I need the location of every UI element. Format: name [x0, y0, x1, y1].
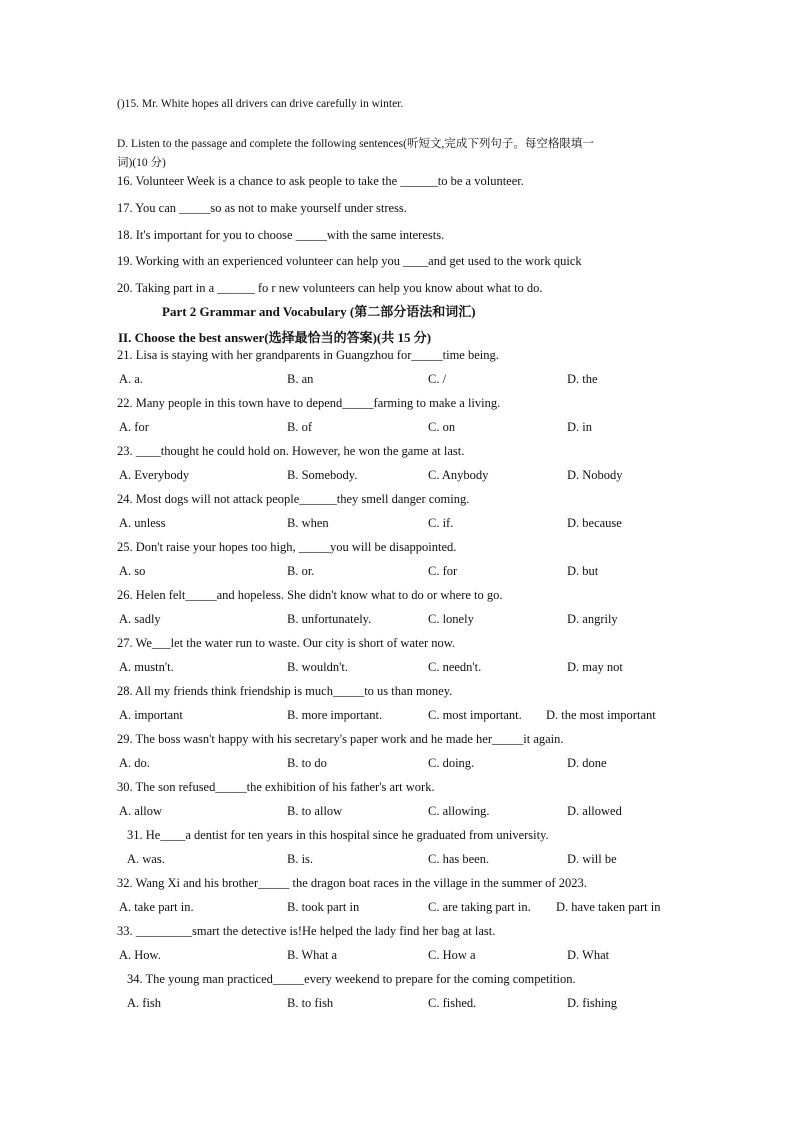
answer-option: B. to fish: [287, 996, 334, 1010]
answer-options: [0, 756, 794, 772]
answer-option: A. a.: [119, 372, 143, 386]
answer-options: [0, 468, 794, 484]
answer-option: C. Anybody: [428, 468, 489, 482]
answer-option: D. will be: [567, 852, 617, 866]
answer-option: C. most important.: [428, 708, 522, 722]
answer-options: [0, 852, 794, 868]
answer-option: D. Nobody: [567, 468, 623, 482]
answer-option: A. mustn't.: [119, 660, 174, 674]
answer-option: D. allowed: [567, 804, 622, 818]
answer-options: [0, 516, 794, 532]
answer-option: C. needn't.: [428, 660, 482, 674]
answer-options: [0, 900, 794, 916]
question-stem: 32. Wang Xi and his brother_____ the dragon boat races in the village in the summer of 2023.: [117, 876, 587, 890]
answer-options: [0, 564, 794, 580]
answer-option: A. allow: [119, 804, 163, 818]
question-stem: 22. Many people in this town have to depend_____farming to make a living.: [117, 396, 501, 410]
answer-option: B. is.: [287, 852, 314, 866]
answer-option: C. doing.: [428, 756, 475, 770]
answer-option: B. of: [287, 420, 312, 434]
answer-option: B. took part in: [287, 900, 360, 914]
answer-option: D. the most important: [546, 708, 656, 722]
answer-option: C. are taking part in.: [428, 900, 531, 914]
answer-option: C. has been.: [428, 852, 490, 866]
section-d-points: 词)(10 分): [117, 157, 166, 169]
answer-option: D. the: [567, 372, 598, 386]
question-stem: 29. The boss wasn't happy with his secretary's paper work and he made her_____it again.: [117, 732, 564, 746]
answer-option: D. may not: [567, 660, 623, 674]
answer-option: B. to do: [287, 756, 327, 770]
answer-option: D. in: [567, 420, 592, 434]
answer-option: C. allowing.: [428, 804, 490, 818]
answer-option: A. unless: [119, 516, 166, 530]
answer-option: A. sadly: [119, 612, 161, 626]
question-stem: 21. Lisa is staying with her grandparents in Guangzhou for_____time being.: [117, 348, 499, 362]
answer-option: A. take part in.: [119, 900, 194, 914]
answer-option: B. or.: [287, 564, 315, 578]
answer-option: B. wouldn't.: [287, 660, 348, 674]
answer-option: D. but: [567, 564, 599, 578]
answer-option: D. because: [567, 516, 622, 530]
answer-option: A. fish: [127, 996, 162, 1010]
answer-option: D. done: [567, 756, 607, 770]
answer-option: C. How a: [428, 948, 476, 962]
answer-option: B. when: [287, 516, 329, 530]
answer-options: [0, 948, 794, 964]
answer-option: A. important: [119, 708, 183, 722]
answer-options: [0, 804, 794, 820]
answer-option: B. to allow: [287, 804, 343, 818]
answer-option: A. for: [119, 420, 149, 434]
section-ii-title: II. Choose the best answer(选择最恰当的答案)(共 15 分): [118, 330, 432, 345]
question-stem: 34. The young man practiced_____every weekend to prepare for the coming competition.: [127, 972, 576, 986]
answer-option: B. What a: [287, 948, 338, 962]
question-stem: 31. He____a dentist for ten years in this hospital since he graduated from university.: [127, 828, 549, 842]
question-stem: 26. Helen felt_____and hopeless. She didn't know what to do or where to go.: [117, 588, 503, 602]
answer-option: C. on: [428, 420, 456, 434]
answer-options: [0, 708, 794, 724]
part2-title: Part 2 Grammar and Vocabulary (第二部分语法和词汇): [162, 304, 476, 319]
answer-option: D. have taken part in: [556, 900, 661, 914]
question-stem: 27. We___let the water run to waste. Our city is short of water now.: [117, 636, 456, 650]
answer-options: [0, 660, 794, 676]
answer-option: B. Somebody.: [287, 468, 358, 482]
answer-option: D. fishing: [567, 996, 617, 1010]
question-15: ()15. Mr. White hopes all drivers can drive carefully in winter.: [117, 98, 404, 110]
answer-option: C. for: [428, 564, 458, 578]
answer-option: A. Everybody: [119, 468, 190, 482]
answer-options: [0, 372, 794, 388]
answer-option: D. What: [567, 948, 610, 962]
answer-option: A. How.: [119, 948, 161, 962]
answer-option: D. angrily: [567, 612, 618, 626]
question-stem: 28. All my friends think friendship is much_____to us than money.: [117, 684, 453, 698]
answer-option: C. /: [428, 372, 447, 386]
answer-option: A. was.: [127, 852, 165, 866]
answer-options: [0, 612, 794, 628]
answer-option: B. unfortunately.: [287, 612, 372, 626]
answer-option: A. so: [119, 564, 146, 578]
question-stem: 23. ____thought he could hold on. However, he won the game at last.: [117, 444, 465, 458]
question-stem: 24. Most dogs will not attack people______they smell danger coming.: [117, 492, 470, 506]
section-d-instructions: D. Listen to the passage and complete the following sentences(听短文,完成下列句子。每空格限填一: [117, 138, 594, 150]
question-20: 20. Taking part in a ______ fo r new volunteers can help you know about what to do.: [117, 281, 543, 295]
question-17: 17. You can _____so as not to make yourself under stress.: [117, 201, 407, 215]
answer-option: A. do.: [119, 756, 150, 770]
answer-option: C. fished.: [428, 996, 477, 1010]
answer-option: B. more important.: [287, 708, 383, 722]
answer-options: [0, 420, 794, 436]
question-18: 18. It's important for you to choose _____with the same interests.: [117, 228, 445, 242]
answer-option: B. an: [287, 372, 314, 386]
question-stem: 25. Don't raise your hopes too high, _____you will be disappointed.: [117, 540, 457, 554]
question-16: 16. Volunteer Week is a chance to ask people to take the ______to be a volunteer.: [117, 174, 524, 188]
answer-option: C. lonely: [428, 612, 474, 626]
question-stem: 33. _________smart the detective is!He helped the lady find her bag at last.: [117, 924, 496, 938]
answer-option: C. if.: [428, 516, 454, 530]
answer-options: [0, 996, 794, 1012]
question-stem: 30. The son refused_____the exhibition of his father's art work.: [117, 780, 435, 794]
question-19: 19. Working with an experienced volunteer can help you ____and get used to the work quick: [117, 254, 582, 268]
